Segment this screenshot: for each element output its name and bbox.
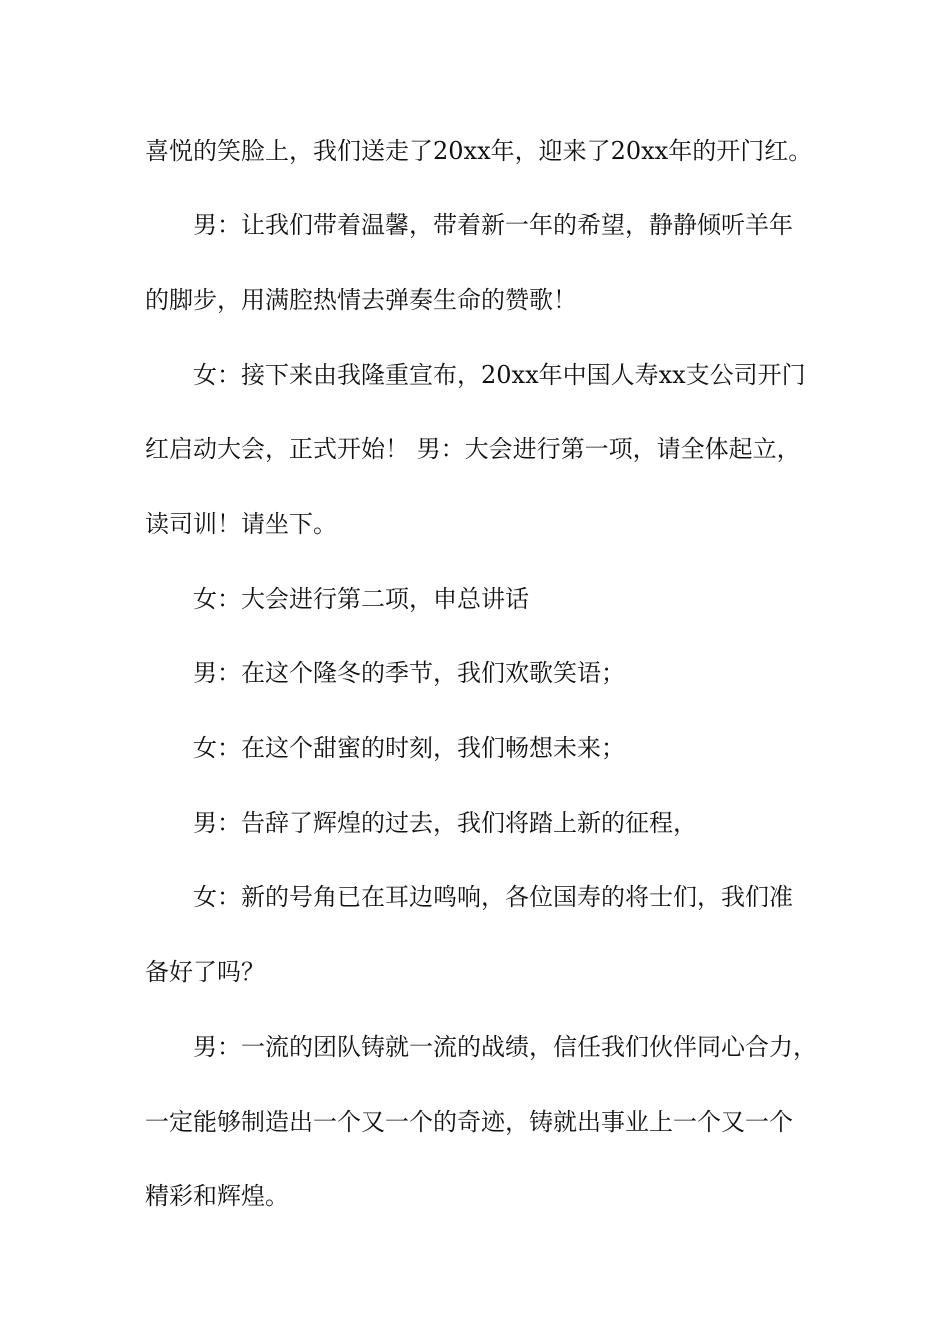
text-line-3: 的脚步，用满腔热情去弹奏生命的赞歌！	[145, 286, 577, 314]
text-line-15: 精彩和辉煌。	[145, 1182, 289, 1210]
text-line-12: 备好了吗？	[145, 958, 265, 986]
text-line-9: 女：在这个甜蜜的时刻，我们畅想未来；	[193, 734, 625, 762]
text-line-1: 喜悦的笑脸上，我们送走了20xx年，迎来了20xx年的开门红。	[145, 137, 813, 165]
text-line-11: 女：新的号角已在耳边鸣响，各位国寿的将士们，我们准	[193, 883, 793, 911]
text-line-10: 男：告辞了辉煌的过去，我们将踏上新的征程，	[193, 809, 697, 837]
text-line-14: 一定能够制造出一个又一个的奇迹，铸就出事业上一个又一个	[145, 1108, 793, 1136]
text-line-2: 男：让我们带着温馨，带着新一年的希望，静静倾听羊年	[193, 211, 793, 239]
text-line-8: 男：在这个隆冬的季节，我们欢歌笑语；	[193, 659, 625, 687]
text-line-6: 读司训！请坐下。	[145, 510, 337, 538]
text-line-4: 女：接下来由我隆重宣布，20xx年中国人寿xx支公司开门	[193, 361, 806, 389]
text-line-7: 女：大会进行第二项，申总讲话	[193, 585, 529, 613]
text-line-13: 男：一流的团队铸就一流的战绩，信任我们伙伴同心合力，	[193, 1033, 817, 1061]
text-line-5: 红启动大会，正式开始！ 男：大会进行第一项，请全体起立，	[145, 435, 801, 463]
